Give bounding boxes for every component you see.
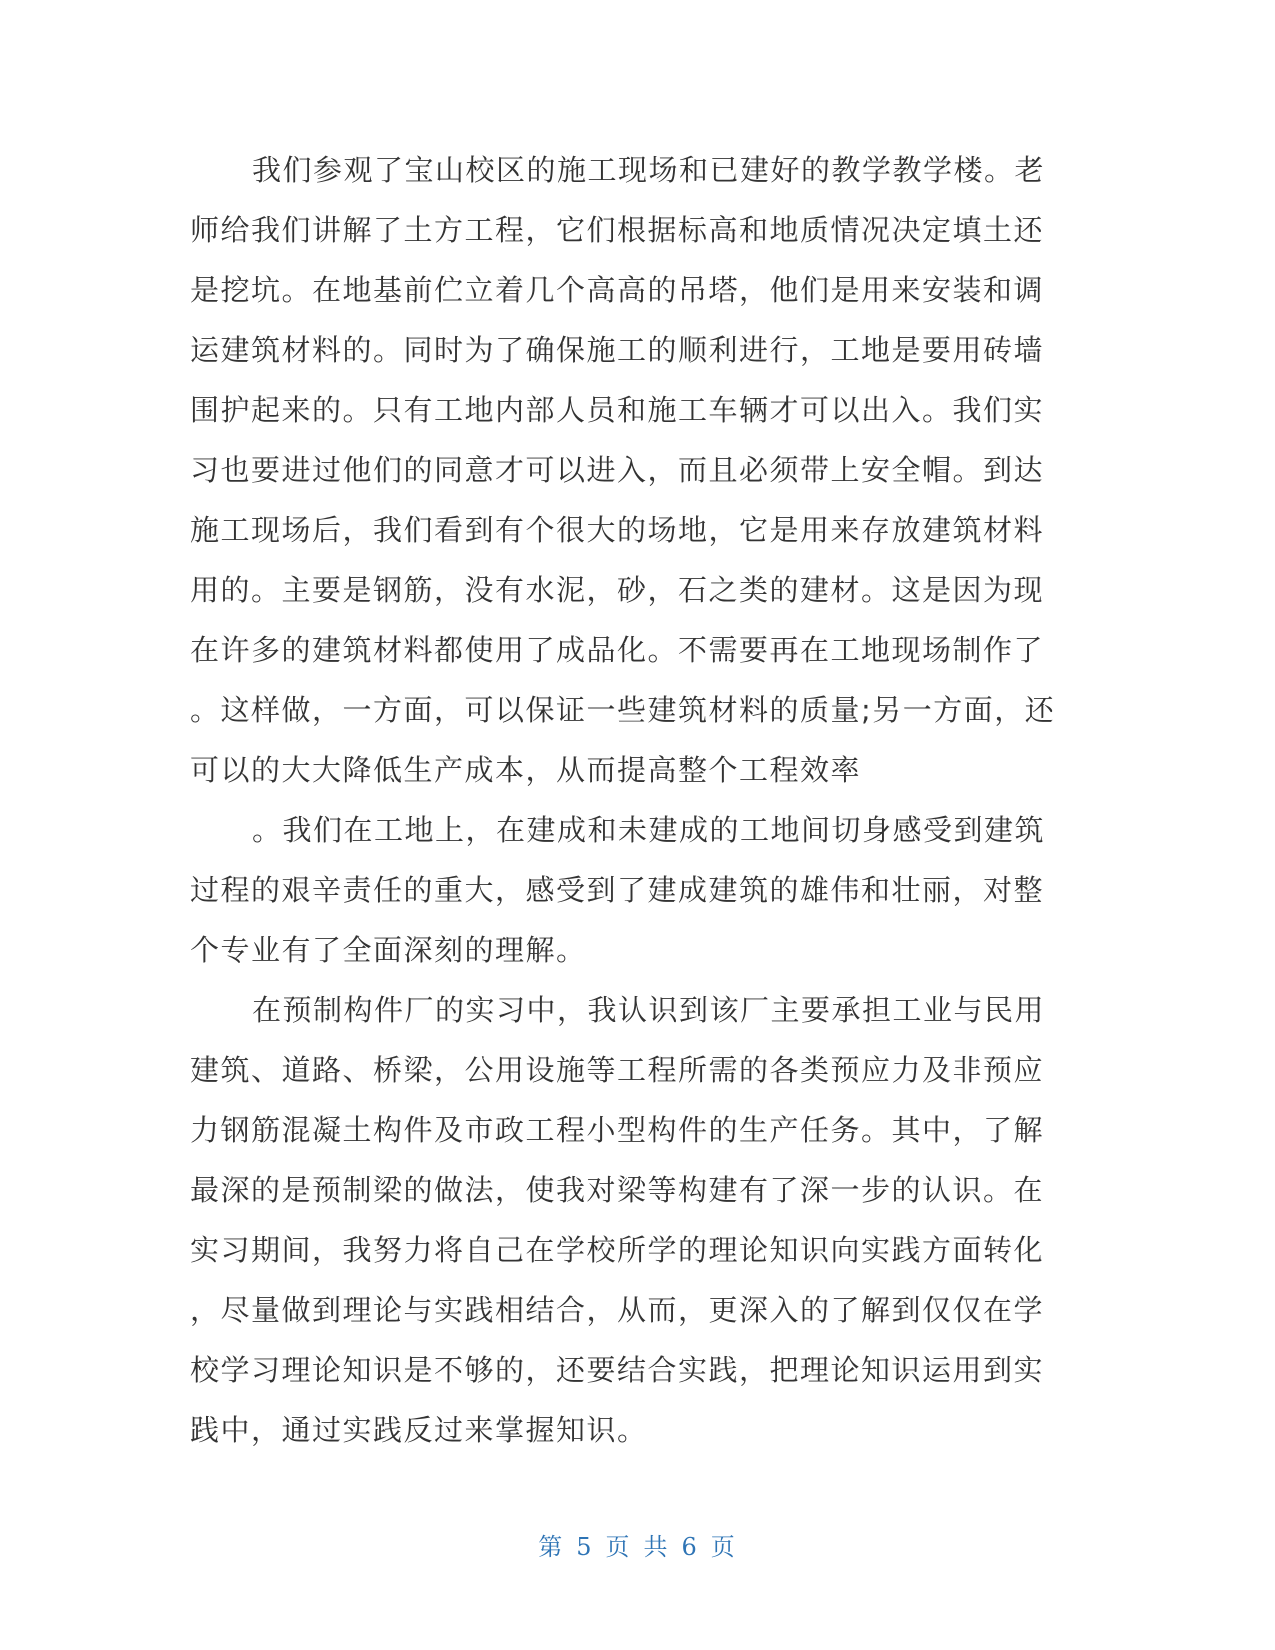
text-line: ，尽量做到理论与实践相结合，从而，更深入的了解到仅仅在学 — [190, 1293, 1045, 1327]
paragraph-1 — [190, 140, 1070, 800]
text-line: 围护起来的。只有工地内部人员和施工车辆才可以出入。我们实 — [190, 393, 1045, 427]
document-body — [190, 140, 1070, 1460]
paragraph-2 — [190, 800, 1070, 980]
text-line: 在许多的建筑材料都使用了成品化。不需要再在工地现场制作了 — [190, 633, 1045, 667]
text-line: 。这样做，一方面，可以保证一些建筑材料的质量;另一方面，还 — [190, 693, 1056, 727]
footer-total-prefix: 共 — [643, 1533, 670, 1561]
text-line: 建筑、道路、桥梁，公用设施等工程所需的各类预应力及非预应 — [190, 1053, 1045, 1087]
footer-current-page: 5 — [576, 1533, 594, 1561]
text-line: 运建筑材料的。同时为了确保施工的顺利进行，工地是要用砖墙 — [190, 333, 1045, 367]
text-line: 个专业有了全面深刻的理解。 — [190, 933, 587, 967]
text-line: 。我们在工地上，在建成和未建成的工地间切身感受到建筑 — [252, 813, 1046, 847]
footer-page-word: 页 — [605, 1533, 632, 1561]
text-line: 最深的是预制梁的做法，使我对梁等构建有了深一步的认识。在 — [190, 1173, 1045, 1207]
text-line: 实习期间，我努力将自己在学校所学的理论知识向实践方面转化 — [190, 1233, 1045, 1267]
footer-total-pages: 6 — [681, 1533, 699, 1561]
text-line: 习也要进过他们的同意才可以进入，而且必须带上安全帽。到达 — [190, 453, 1045, 487]
paragraph-3 — [190, 980, 1070, 1460]
text-line: 践中，通过实践反过来掌握知识。 — [190, 1413, 648, 1447]
footer-suffix: 页 — [710, 1533, 737, 1561]
text-line: 在预制构件厂的实习中，我认识到该厂主要承担工业与民用 — [252, 993, 1046, 1027]
text-line: 过程的艰辛责任的重大，感受到了建成建筑的雄伟和壮丽，对整 — [190, 873, 1045, 907]
text-line: 可以的大大降低生产成本，从而提高整个工程效率 — [190, 753, 862, 787]
page-footer — [0, 1527, 1275, 1562]
text-line: 施工现场后，我们看到有个很大的场地，它是用来存放建筑材料 — [190, 513, 1045, 547]
text-line: 用的。主要是钢筋，没有水泥，砂，石之类的建材。这是因为现 — [190, 573, 1045, 607]
text-line: 师给我们讲解了土方工程，它们根据标高和地质情况决定填土还 — [190, 213, 1045, 247]
text-line: 我们参观了宝山校区的施工现场和已建好的教学教学楼。老 — [252, 153, 1046, 187]
footer-prefix: 第 — [538, 1533, 565, 1561]
text-line: 校学习理论知识是不够的，还要结合实践，把理论知识运用到实 — [190, 1353, 1045, 1387]
text-line: 力钢筋混凝土构件及市政工程小型构件的生产任务。其中，了解 — [190, 1113, 1045, 1147]
text-line: 是挖坑。在地基前伫立着几个高高的吊塔，他们是用来安装和调 — [190, 273, 1045, 307]
